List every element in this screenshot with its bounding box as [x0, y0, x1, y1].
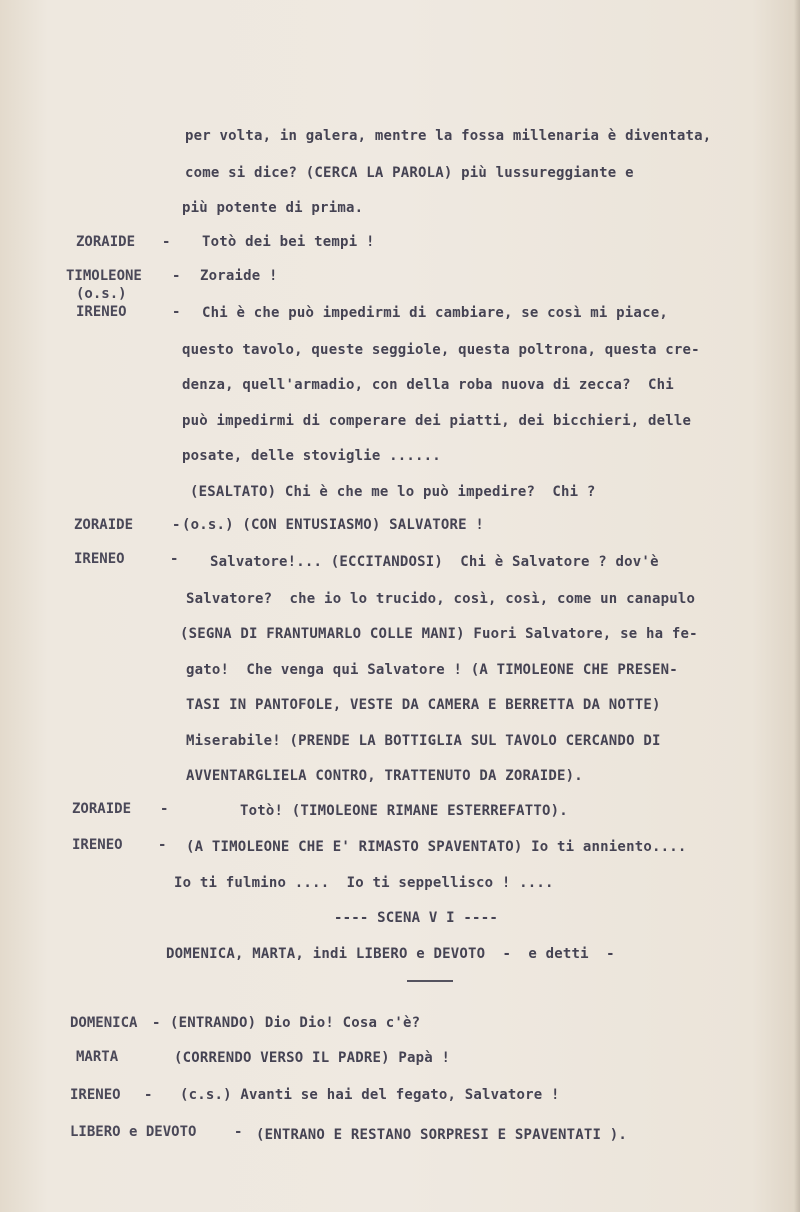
- speaker-dash: -: [172, 268, 181, 284]
- speaker-name: IRENEO: [76, 304, 127, 320]
- script-line: Io ti fulmino .... Io ti seppellisco ! ....: [174, 875, 554, 891]
- speaker-name: ZORAIDE: [74, 517, 134, 533]
- script-line: (ENTRANO E RESTANO SORPRESI E SPAVENTATI ).: [256, 1127, 628, 1143]
- scene-characters: DOMENICA, MARTA, indi LIBERO e DEVOTO - e detti -: [166, 946, 615, 962]
- scene-heading: ---- SCENA V I ----: [334, 910, 498, 926]
- script-line: può impedirmi di comperare dei piatti, dei bicchieri, delle: [182, 413, 692, 429]
- speaker-dash: -: [234, 1124, 243, 1140]
- speaker-dash: -: [172, 304, 181, 320]
- speaker-dash: -: [160, 801, 169, 817]
- speaker-dash: -: [170, 551, 179, 567]
- speaker-name: TIMOLEONE: [66, 268, 142, 284]
- speaker-dash: -: [162, 234, 171, 250]
- script-line: (CORRENDO VERSO IL PADRE) Papà !: [174, 1050, 451, 1066]
- script-line: (c.s.) Avanti se hai del fegato, Salvatore !: [180, 1087, 560, 1103]
- script-line: Chi è che può impedirmi di cambiare, se così mi piace,: [202, 305, 668, 321]
- speaker-name: MARTA: [76, 1049, 119, 1065]
- speaker-dash: -: [152, 1015, 161, 1031]
- script-line: (A TIMOLEONE CHE E' RIMASTO SPAVENTATO) Io ti anniento....: [186, 839, 687, 855]
- script-line: Totò! (TIMOLEONE RIMANE ESTERREFATTO).: [240, 803, 568, 819]
- script-line: (o.s.) (CON ENTUSIASMO) SALVATORE !: [182, 517, 485, 533]
- script-line: (SEGNA DI FRANTUMARLO COLLE MANI) Fuori Salvatore, se ha fe-: [180, 626, 698, 642]
- script-line: come si dice? (CERCA LA PAROLA) più lussureggiante e: [185, 165, 634, 181]
- script-line: posate, delle stoviglie ......: [182, 448, 441, 464]
- speaker-name: ZORAIDE: [72, 801, 132, 817]
- speaker-name: IRENEO: [70, 1087, 121, 1103]
- script-line: più potente di prima.: [182, 200, 364, 216]
- script-line: Salvatore? che io lo trucido, così, così, come un canapulo: [186, 591, 696, 607]
- scene-divider: [407, 980, 453, 982]
- script-line: gato! Che venga qui Salvatore ! (A TIMOLEONE CHE PRESEN-: [186, 662, 678, 678]
- script-line: questo tavolo, queste seggiole, questa poltrona, questa cre-: [182, 342, 700, 358]
- speaker-dash: -: [172, 517, 181, 533]
- script-line: Zoraide !: [200, 268, 278, 284]
- script-line: (ENTRANDO) Dio Dio! Cosa c'è?: [170, 1015, 421, 1031]
- script-line: per volta, in galera, mentre la fossa millenaria è diventata,: [185, 128, 712, 144]
- script-line: Totò dei bei tempi !: [202, 234, 375, 250]
- speaker-name: IRENEO: [72, 837, 123, 853]
- speaker-name: IRENEO: [74, 551, 125, 567]
- speaker-dash: -: [144, 1087, 153, 1103]
- script-line: Salvatore!... (ECCITANDOSI) Chi è Salvatore ? dov'è: [210, 554, 659, 570]
- script-line: TASI IN PANTOFOLE, VESTE DA CAMERA E BERRETTA DA NOTTE): [186, 697, 661, 713]
- stage-direction-note: (o.s.): [76, 286, 127, 302]
- speaker-dash: -: [158, 837, 167, 853]
- script-line: Miserabile! (PRENDE LA BOTTIGLIA SUL TAVOLO CERCANDO DI: [186, 733, 661, 749]
- speaker-name: DOMENICA: [70, 1015, 138, 1031]
- speaker-name: LIBERO e DEVOTO: [70, 1124, 197, 1140]
- speaker-name: ZORAIDE: [76, 234, 136, 250]
- script-line: AVVENTARGLIELA CONTRO, TRATTENUTO DA ZORAIDE).: [186, 768, 583, 784]
- script-line: (ESALTATO) Chi è che me lo può impedire? Chi ?: [190, 484, 596, 500]
- script-line: denza, quell'armadio, con della roba nuova di zecca? Chi: [182, 377, 674, 393]
